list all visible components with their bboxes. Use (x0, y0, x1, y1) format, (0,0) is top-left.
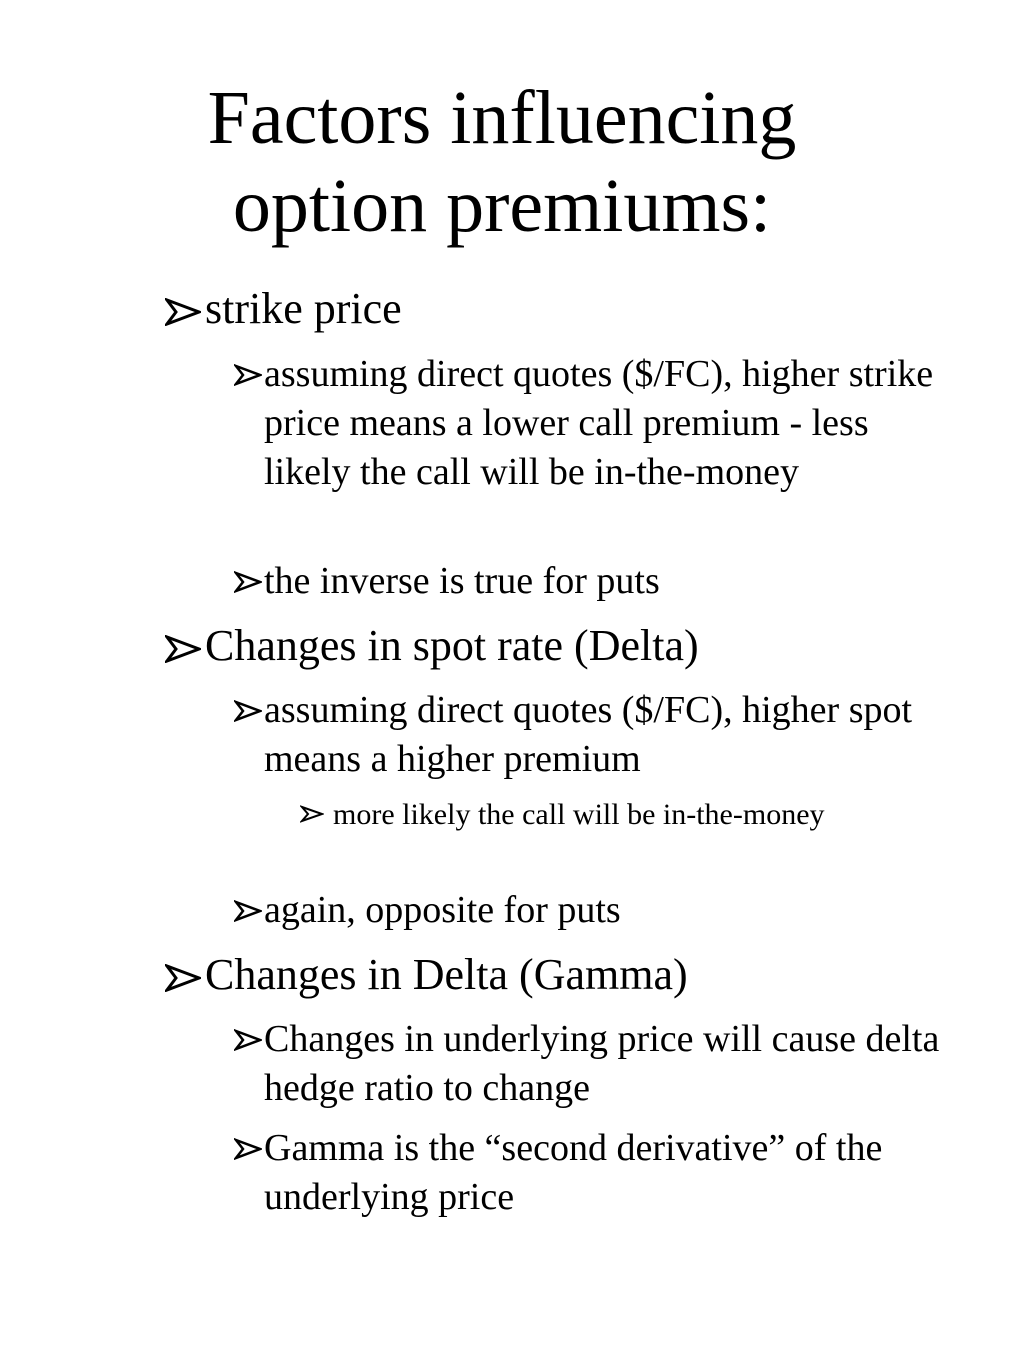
arrow-bullet-icon (165, 298, 201, 326)
arrow-bullet-icon (234, 700, 262, 722)
arrow-bullet-icon (300, 805, 324, 823)
sub-bullet-text: Gamma is the “second derivative” of the underlying price (264, 1127, 883, 1218)
sub-bullet-text: again, opposite for puts (264, 889, 621, 931)
arrow-bullet-icon (234, 1029, 262, 1051)
arrow-bullet-icon (234, 364, 262, 386)
bullet-text: Changes in Delta (Gamma) (205, 950, 688, 999)
sub-bullet-text: assuming direct quotes ($/FC), higher spot means a higher premium (264, 689, 913, 780)
slide-title (0, 74, 1004, 250)
sub-bullet-inverse-puts (234, 557, 954, 606)
sub-sub-bullet-call-in-the-money (300, 794, 900, 835)
bullet-text: strike price (205, 284, 402, 333)
slide-title-line-2: option premiums: (232, 164, 772, 248)
slide-title-line-1: Factors influencing (207, 76, 797, 160)
sub-bullet-text: the inverse is true for puts (264, 560, 660, 602)
bullet-delta-gamma (165, 950, 945, 1000)
bullet-spot-rate-delta (165, 621, 945, 671)
arrow-bullet-icon (165, 635, 201, 663)
bullet-text: Changes in spot rate (Delta) (205, 621, 699, 670)
sub-bullet-underlying-price (234, 1015, 954, 1113)
arrow-bullet-icon (234, 1138, 262, 1160)
bullet-strike-price (165, 284, 945, 334)
arrow-bullet-icon (234, 571, 262, 593)
sub-bullet-opposite-puts (234, 886, 954, 935)
arrow-bullet-icon (165, 964, 201, 992)
arrow-bullet-icon (234, 900, 262, 922)
sub-bullet-text: assuming direct quotes ($/FC), higher strike price means a lower call premium - less likely the call will be in-the-money (264, 353, 934, 493)
sub-sub-bullet-text: more likely the call will be in-the-money (333, 798, 825, 831)
sub-bullet-direct-quotes-strike (234, 350, 954, 497)
sub-bullet-text: Changes in underlying price will cause delta hedge ratio to change (264, 1018, 940, 1109)
sub-bullet-direct-quotes-spot (234, 686, 954, 784)
sub-bullet-gamma-second-derivative (234, 1124, 954, 1222)
